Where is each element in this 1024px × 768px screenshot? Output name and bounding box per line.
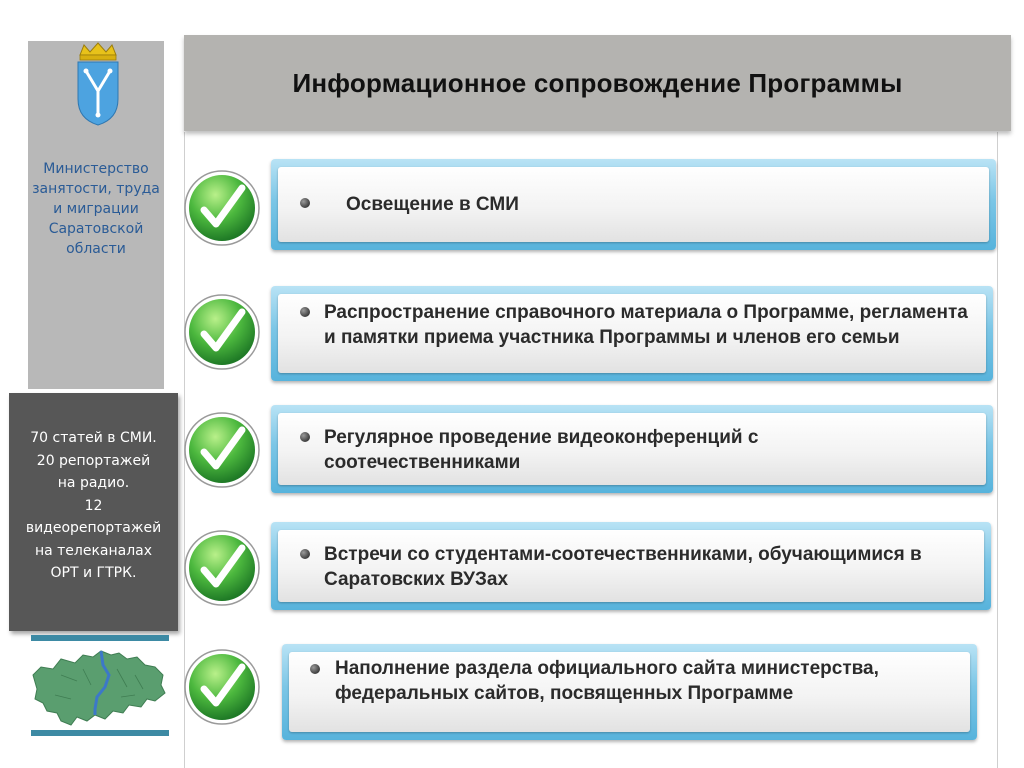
green-checkmark-icon [182,410,262,490]
sidebar-panel [28,41,164,389]
saratov-coat-of-arms-icon [70,41,126,127]
green-checkmark-icon [182,647,262,727]
checklist-item [271,405,993,493]
item-text: Освещение в СМИ [346,194,519,215]
bullet-icon [300,549,310,559]
checklist-item [282,644,977,740]
green-checkmark-icon [182,292,262,372]
item-text: Распространение справочного материала о Программе, регламента и памятки приема участника Программы и членов его семьи [324,302,968,348]
header-bar [184,35,1011,131]
green-checkmark-icon [182,528,262,608]
bullet-icon [300,307,310,317]
bullet-icon [300,198,310,208]
bullet-icon [300,432,310,442]
saratov-region-map-icon [31,645,167,729]
green-checkmark-icon [182,168,262,248]
item-text: Регулярное проведение видеоконференций с соотечественниками [324,427,759,473]
ministry-name: Министерство занятости, труда и миграции Саратовской области [32,161,160,257]
item-text: Встречи со студентами-соотечественниками, обучающимися в Саратовских ВУЗах [324,544,922,590]
stats-box [9,393,178,631]
item-text: Наполнение раздела официального сайта министерства, федеральных сайтов, посвященных Программе [335,658,879,704]
checklist-item [271,286,993,381]
page-title: Информационное сопровождение Программы [292,67,903,98]
media-stats: 70 статей в СМИ. 20 репортажей на радио. 12 видеорепортажей на телеканалах ОРТ и ГТРК. [25,430,162,581]
region-map [31,635,169,736]
bullet-icon [310,664,320,674]
checklist-item [271,159,996,250]
checklist-item [271,522,991,610]
